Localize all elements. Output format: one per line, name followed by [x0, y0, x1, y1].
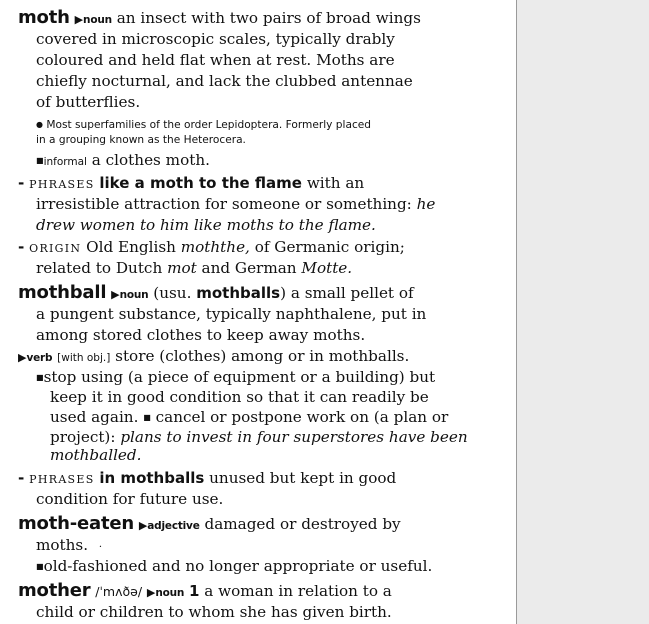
- phrase-headword: in mothballs: [99, 469, 205, 487]
- square-bullet-icon: ■: [36, 373, 44, 382]
- entry-moth-phrases-2: [36, 195, 435, 213]
- entry-moth-informal: [36, 151, 210, 172]
- definition-text: store (clothes) among or in mothballs.: [115, 347, 410, 365]
- arrow-icon: ▶: [74, 13, 84, 26]
- pos-label: noun: [155, 587, 185, 599]
- entry-motheaten-sense: [36, 557, 432, 578]
- entry-moth-line-3: coloured and held flat when at rest. Moths are: [36, 51, 395, 69]
- pos-label: noun: [83, 14, 112, 26]
- sense-text: stop using (a piece of equipment or a building) but: [43, 368, 436, 386]
- entry-mother-line-1: [18, 582, 392, 602]
- example-text: mothballed.: [50, 446, 142, 464]
- entry-mothball-sense-2: keep it in good condition so that it can readily be: [50, 388, 429, 406]
- register-label: informal: [43, 156, 87, 168]
- phrase-definition: irresistible attraction for someone or something:: [36, 195, 412, 213]
- example-text: he: [416, 195, 436, 213]
- phrase-headword: like a moth to the flame: [99, 174, 302, 192]
- dash-icon: -: [18, 238, 25, 256]
- entry-mothball-phrases-2: condition for future use.: [36, 490, 224, 508]
- definition-text: moths.: [36, 536, 89, 554]
- section-label: PHRASES: [29, 473, 95, 486]
- origin-word: moththe,: [180, 238, 250, 256]
- origin-word: Motte.: [301, 259, 353, 277]
- sense-text: used again.: [50, 408, 139, 426]
- arrow-icon: ▶: [18, 351, 27, 364]
- entry-moth-line-1: [18, 9, 421, 29]
- note-text: Most superfamilies of the order Lepidoptera. Formerly placed: [46, 119, 372, 131]
- dot-bullet-icon: ●: [36, 120, 43, 129]
- entry-moth-line-2: covered in microscopic scales, typically drably: [36, 30, 395, 48]
- usage-form: mothballs: [196, 284, 281, 302]
- phrase-definition: unused but kept in good: [209, 469, 397, 487]
- entry-moth-origin-2: [36, 259, 352, 277]
- definition-text: ) a small pellet of: [280, 284, 414, 302]
- entry-motheaten-line-1: [18, 515, 401, 535]
- pos-label: noun: [119, 289, 149, 301]
- usage-text: (usu.: [153, 284, 192, 302]
- definition-text: an insect with two pairs of broad wings: [116, 9, 421, 27]
- sense-text: old-fashioned and no longer appropriate or useful.: [43, 557, 433, 575]
- arrow-icon: ▶: [138, 519, 148, 532]
- section-label: ORIGIN: [29, 242, 82, 255]
- headword-moth: moth: [18, 7, 70, 28]
- grammar-label: [with obj.]: [57, 352, 111, 364]
- entry-mothball-sense-3: [50, 408, 448, 429]
- example-text: plans to invest in four superstores have been: [120, 428, 468, 446]
- example-text: drew women to him like moths to the flame.: [36, 216, 376, 234]
- section-label: PHRASES: [29, 178, 95, 191]
- definition-text: damaged or destroyed by: [204, 515, 401, 533]
- square-bullet-icon: ■: [36, 562, 44, 571]
- pos-label: verb: [26, 352, 53, 364]
- square-bullet-icon: ■: [36, 156, 44, 165]
- entry-mothball-line-3: among stored clothes to keep away moths.: [36, 326, 366, 344]
- entry-mother-line-2: child or children to whom she has given birth.: [36, 603, 392, 621]
- entry-mothball-line-1: [18, 284, 414, 304]
- sense-number: 1: [189, 582, 200, 600]
- entry-mothball-sense-5: [50, 446, 141, 464]
- phrase-definition: with an: [306, 174, 365, 192]
- origin-text: related to Dutch: [36, 259, 163, 277]
- entry-moth-line-5: of butterflies.: [36, 93, 141, 111]
- pos-label: adjective: [147, 520, 200, 532]
- entry-mothball-verb: [18, 347, 409, 367]
- stray-mark: ·: [98, 542, 103, 553]
- headword-mother: mother: [18, 580, 91, 601]
- arrow-icon: ▶: [111, 288, 120, 301]
- origin-text: Old English: [86, 238, 176, 256]
- definition-text: a woman in relation to a: [204, 582, 392, 600]
- square-bullet-icon: ■: [143, 413, 151, 422]
- entry-mothball-line-2: a pungent substance, typically naphthalene, put in: [36, 305, 427, 323]
- pronunciation: /ˈmʌðə/: [95, 584, 143, 599]
- arrow-icon: ▶: [146, 586, 156, 599]
- entry-moth-origin-1: [18, 238, 405, 258]
- entry-moth-note-1: [36, 118, 371, 133]
- entry-mothball-sense-1: [36, 368, 435, 389]
- dash-icon: -: [18, 174, 25, 192]
- headword-moth-eaten: moth-eaten: [18, 513, 134, 534]
- sense-text: project):: [50, 428, 116, 446]
- sense-text: a clothes moth.: [91, 151, 210, 169]
- entry-moth-line-4: chiefly nocturnal, and lack the clubbed antennae: [36, 72, 413, 90]
- headword-mothball: mothball: [18, 282, 107, 303]
- grey-side-panel: [516, 0, 649, 624]
- sense-text: cancel or postpone work on (a plan or: [155, 408, 449, 426]
- entry-mothball-phrases-1: [18, 469, 396, 489]
- entry-mothball-sense-4: [50, 428, 468, 446]
- dash-icon: -: [18, 469, 25, 487]
- origin-word: mot: [167, 259, 197, 277]
- entry-motheaten-line-2: [36, 536, 102, 557]
- entry-moth-note-2: in a grouping known as the Heterocera.: [36, 134, 246, 146]
- entry-moth-phrases-3: [36, 216, 376, 234]
- origin-text: and German: [201, 259, 297, 277]
- origin-text: of Germanic origin;: [254, 238, 405, 256]
- entry-moth-phrases-1: [18, 174, 364, 194]
